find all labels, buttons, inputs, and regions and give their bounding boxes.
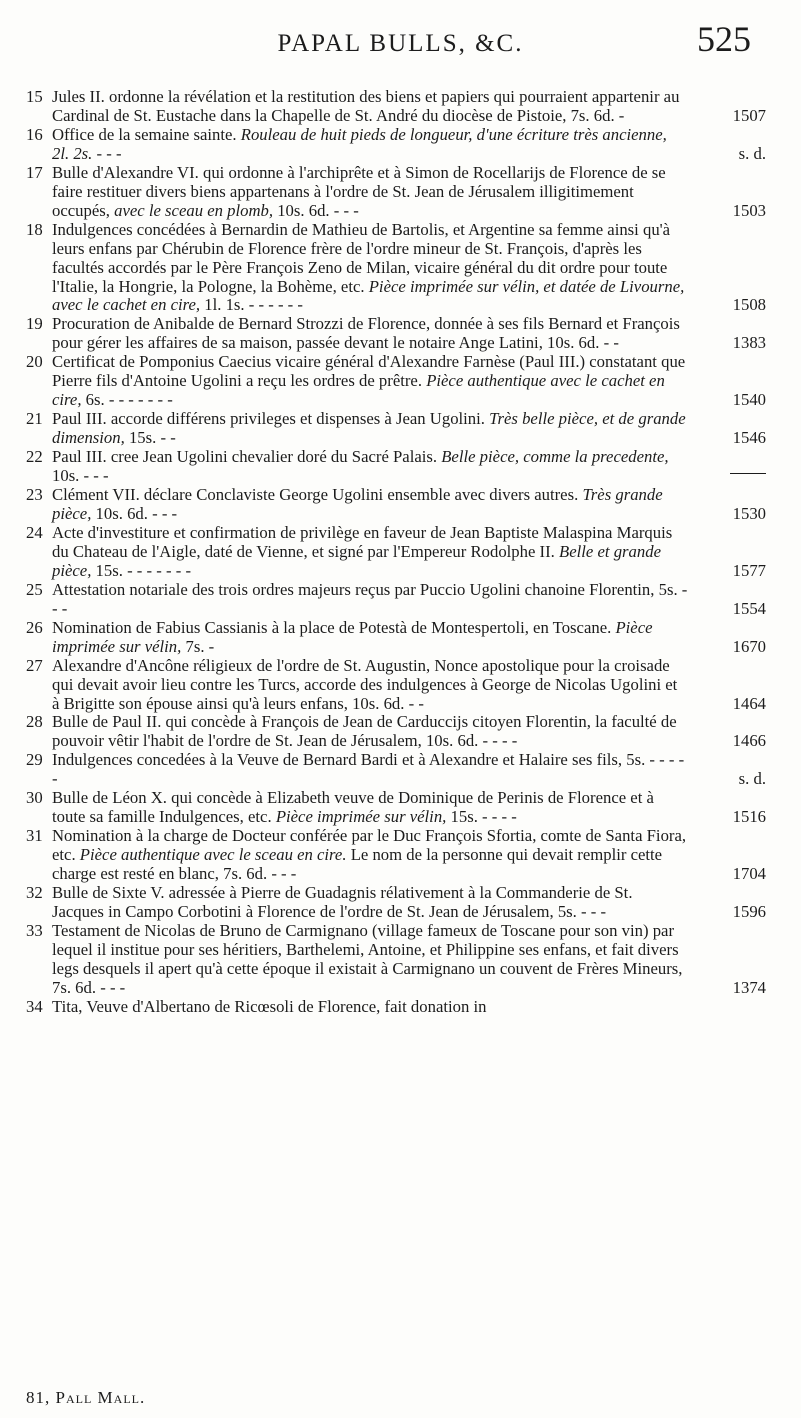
entry-text: Clément VII. déclare Conclaviste George Ugolini ensemble avec divers autres. xyxy=(52,485,583,505)
catalogue-entry xyxy=(26,221,766,316)
entry-text: Attestation notariale des trois ordres majeurs reçus par Puccio Ugolini chanoine Florentin, 5s. - - - xyxy=(52,579,688,618)
entry-date: 1503 xyxy=(732,200,766,220)
entry-text: Alexandre d'Ancône réligieux de l'ordre de St. Augustin, Nonce apostolique pour la croisade qui devait avoir lieu contre les Turcs, accorde des indulgences à George de Nicolas Ugolini et à Brigitte son épouse ainsi qu'à leurs enfans, 10s. 6d. - - xyxy=(52,655,678,713)
entry-text: Certificat de Pomponius Caecius vicaire général d'Alexandre Farnèse (Paul III.) constatant que Pierre fils d'Antoine Ugolini a reçu les ordres de prêtre. xyxy=(52,352,686,391)
entry-italic: Pièce imprimée sur vélin, et datée de Livourne, avec le cachet en cire, xyxy=(52,276,685,315)
entry-date: 1508 xyxy=(732,295,766,315)
entry-tail: 6s. - - - - - - - xyxy=(81,390,173,410)
entry-text: Indulgences concédées à Bernardin de Mathieu de Bartolis, et Argentine sa femme ainsi qu'à leurs enfans par Chérubin de Florence frère de l'ordre mineur de St. François, d'après les facultés accordés par le Père François Zeno de Milan, vicaire général du dit ordre pour toute l'Italie, la Hongrie, la Pologne, la Bohème, etc. xyxy=(52,219,671,296)
catalogue-entry xyxy=(26,410,766,448)
entry-text: Bulle d'Alexandre VI. qui ordonne à l'archiprête et à Simon de Rocellarijs de Florence de se faire restituer divers biens appartenans à l'ordre de St. Jean de Jérusalem illigitimement occupés, xyxy=(52,162,666,220)
entry-italic: Rouleau de huit pieds de longueur, d'une écriture très ancienne, 2l. 2s. xyxy=(52,124,667,163)
entry-text: Acte d'investiture et confirmation de privilège en faveur de Jean Baptiste Malaspina Marquis du Chateau de l'Aigle, daté de Vienne, et signé par l'Empereur Rodolphe II. xyxy=(52,522,673,561)
entry-number: 33 xyxy=(26,920,43,940)
entry-date: 1704 xyxy=(732,864,766,884)
entry-italic: Belle et grande pièce, xyxy=(52,541,661,580)
catalogue-entry xyxy=(26,353,766,410)
entry-number: 16 xyxy=(26,124,43,144)
entry-number: 25 xyxy=(26,579,43,599)
entry-text: Jules II. ordonne la révélation et la restitution des biens et papiers qui pourraient appartenir au Cardinal de St. Eustache dans la Chapelle de St. André du diocèse de Pistoie, 7s. 6d. - xyxy=(52,87,680,125)
entry-date: s. d. xyxy=(738,143,766,163)
entry-number: 19 xyxy=(26,314,43,334)
entry-italic: Pièce imprimée sur vélin, xyxy=(275,807,447,827)
entry-date: 1670 xyxy=(732,636,766,656)
entry-italic: avec le sceau en plomb, xyxy=(114,200,274,220)
entry-number: 32 xyxy=(26,883,43,903)
entry-number: 24 xyxy=(26,522,43,542)
catalogue-entry xyxy=(26,164,766,221)
entry-italic: Très grande pièce, xyxy=(52,485,663,523)
entry-number: 15 xyxy=(26,87,43,106)
entry-text: Testament de Nicolas de Bruno de Carmignano (village fameux de Toscane pour son vin) par lequel il institue pour ses héritiers, Barthelemi, Antoine, et Philippine ses enfans, et fait divers legs desquels il apert qu'à cette époque il existait à Carmignano un couvent de Frères Mineurs, 7s. 6d. - - - xyxy=(52,920,683,997)
entry-italic: Belle pièce, comme la precedente, xyxy=(441,447,669,467)
entry-tail: 7s. - xyxy=(181,636,215,656)
entry-text: Bulle de Léon X. qui concède à Elizabeth veuve de Dominique de Perinis de Florence et à toute sa famille Indulgences, etc. xyxy=(52,788,654,827)
catalogue-entry xyxy=(26,998,766,1017)
entry-number: 26 xyxy=(26,617,43,637)
entry-tail: - - - xyxy=(92,143,122,163)
entry-tail: 15s. - - - - xyxy=(446,807,517,827)
entry-number: 20 xyxy=(26,352,43,372)
catalogue-entry xyxy=(26,751,766,789)
entry-tail: 10s. - - - xyxy=(52,466,109,486)
entry-date-ditto-rule xyxy=(706,460,766,479)
entry-date: s. d. xyxy=(738,769,766,789)
footer-catchword: 81, Pall Mall. xyxy=(26,1388,146,1407)
entry-date: 1507 xyxy=(732,105,766,125)
entry-number: 18 xyxy=(26,219,43,239)
catalogue-entries xyxy=(26,88,766,1017)
catalogue-entry xyxy=(26,448,766,486)
catalogue-entry xyxy=(26,581,766,619)
entry-number: 29 xyxy=(26,750,43,770)
running-title: PAPAL BULLS, &C. xyxy=(277,30,524,57)
catalogue-entry xyxy=(26,827,766,884)
entry-tail: 10s. 6d. - - - xyxy=(273,200,359,220)
entry-italic: Pièce imprimée sur vélin, xyxy=(52,617,653,656)
catalogue-entry xyxy=(26,884,766,922)
entry-tail: 15s. - - xyxy=(124,428,176,448)
page-number: 525 xyxy=(697,19,751,59)
entry-date: 1540 xyxy=(732,390,766,410)
entry-date: 1546 xyxy=(732,428,766,448)
catalogue-entry xyxy=(26,126,766,164)
entry-number: 22 xyxy=(26,447,43,467)
entry-date: 1554 xyxy=(732,598,766,618)
entry-text: Paul III. cree Jean Ugolini chevalier doré du Sacré Palais. xyxy=(52,447,442,467)
entry-text: Nomination à la charge de Docteur conférée par le Duc François Sfortia, comte de Santa Fiora, etc. xyxy=(52,826,687,865)
entry-date: 1596 xyxy=(732,901,766,921)
entry-number: 31 xyxy=(26,826,43,846)
catalogue-entry xyxy=(26,524,766,581)
catalogue-entry xyxy=(26,315,766,353)
entry-italic: Pièce authentique avec le sceau en cire. xyxy=(79,845,347,865)
entry-number: 17 xyxy=(26,162,43,182)
entry-text: Nomination de Fabius Cassianis à la place de Potestà de Montespertoli, en Toscane. xyxy=(52,617,616,637)
entry-number: 34 xyxy=(26,996,43,1016)
entry-text: Indulgences concedées à la Veuve de Bernard Bardi et à Alexandre et Halaire ses fils, 5s. - - - - - xyxy=(52,750,685,789)
entry-number: 28 xyxy=(26,712,43,732)
entry-date: 1466 xyxy=(732,731,766,751)
entry-text: Tita, Veuve d'Albertano de Ricœsoli de Florence, fait donation in xyxy=(52,996,487,1016)
entry-text: Procuration de Anibalde de Bernard Strozzi de Florence, donnée à ses fils Bernard et François pour gérer les affaires de sa maison, passée devant le notaire Ange Latini, 10s. 6d. - - xyxy=(52,314,680,353)
catalogue-entry xyxy=(26,486,766,524)
entry-tail: 10s. 6d. - - - xyxy=(91,503,178,523)
entry-text: Bulle de Paul II. qui concède à François de Jean de Carduccijs citoyen Florentin, la faculté de pouvoir vêtir l'habit de l'ordre de St. Jean de Jérusalem, 10s. 6d. - - - - xyxy=(52,712,677,751)
entry-italic: Très belle pièce, et de grande dimension, xyxy=(52,409,686,448)
entry-text: Bulle de Sixte V. adressée à Pierre de Guadagnis rélativement à la Commanderie de St. Jacques in Campo Corbotini à Florence de l'ordre de St. Jean de Jérusalem, 5s. - - - xyxy=(52,883,633,921)
entry-tail: 1l. 1s. - - - - - - xyxy=(200,295,303,315)
entry-number: 21 xyxy=(26,409,43,429)
page-header xyxy=(0,14,801,64)
entry-date: 1464 xyxy=(732,693,766,713)
entry-tail: Le nom de la personne qui devait remplir cette charge est resté en blanc, 7s. 6d. - - - xyxy=(52,845,663,884)
entry-date: 1530 xyxy=(732,503,766,523)
catalogue-entry xyxy=(26,713,766,751)
entry-number: 27 xyxy=(26,655,43,675)
entry-text: Paul III. accorde différens privileges et dispenses à Jean Ugolini. xyxy=(52,409,490,429)
entry-number: 30 xyxy=(26,788,43,808)
entry-tail: 15s. - - - - - - - xyxy=(91,560,192,580)
entry-date: 1516 xyxy=(732,807,766,827)
entry-date: 1383 xyxy=(732,333,766,353)
catalogue-entry xyxy=(26,789,766,827)
catalogue-entry xyxy=(26,922,766,998)
catalogue-entry xyxy=(26,657,766,714)
entry-number: 23 xyxy=(26,485,43,505)
catalogue-entry xyxy=(26,619,766,657)
entry-italic: Pièce authentique avec le cachet en cire, xyxy=(52,371,665,410)
entry-date: 1577 xyxy=(732,560,766,580)
catalogue-entry xyxy=(26,88,766,126)
entry-text: Office de la semaine sainte. xyxy=(52,124,241,144)
entry-date: 1374 xyxy=(732,977,766,997)
